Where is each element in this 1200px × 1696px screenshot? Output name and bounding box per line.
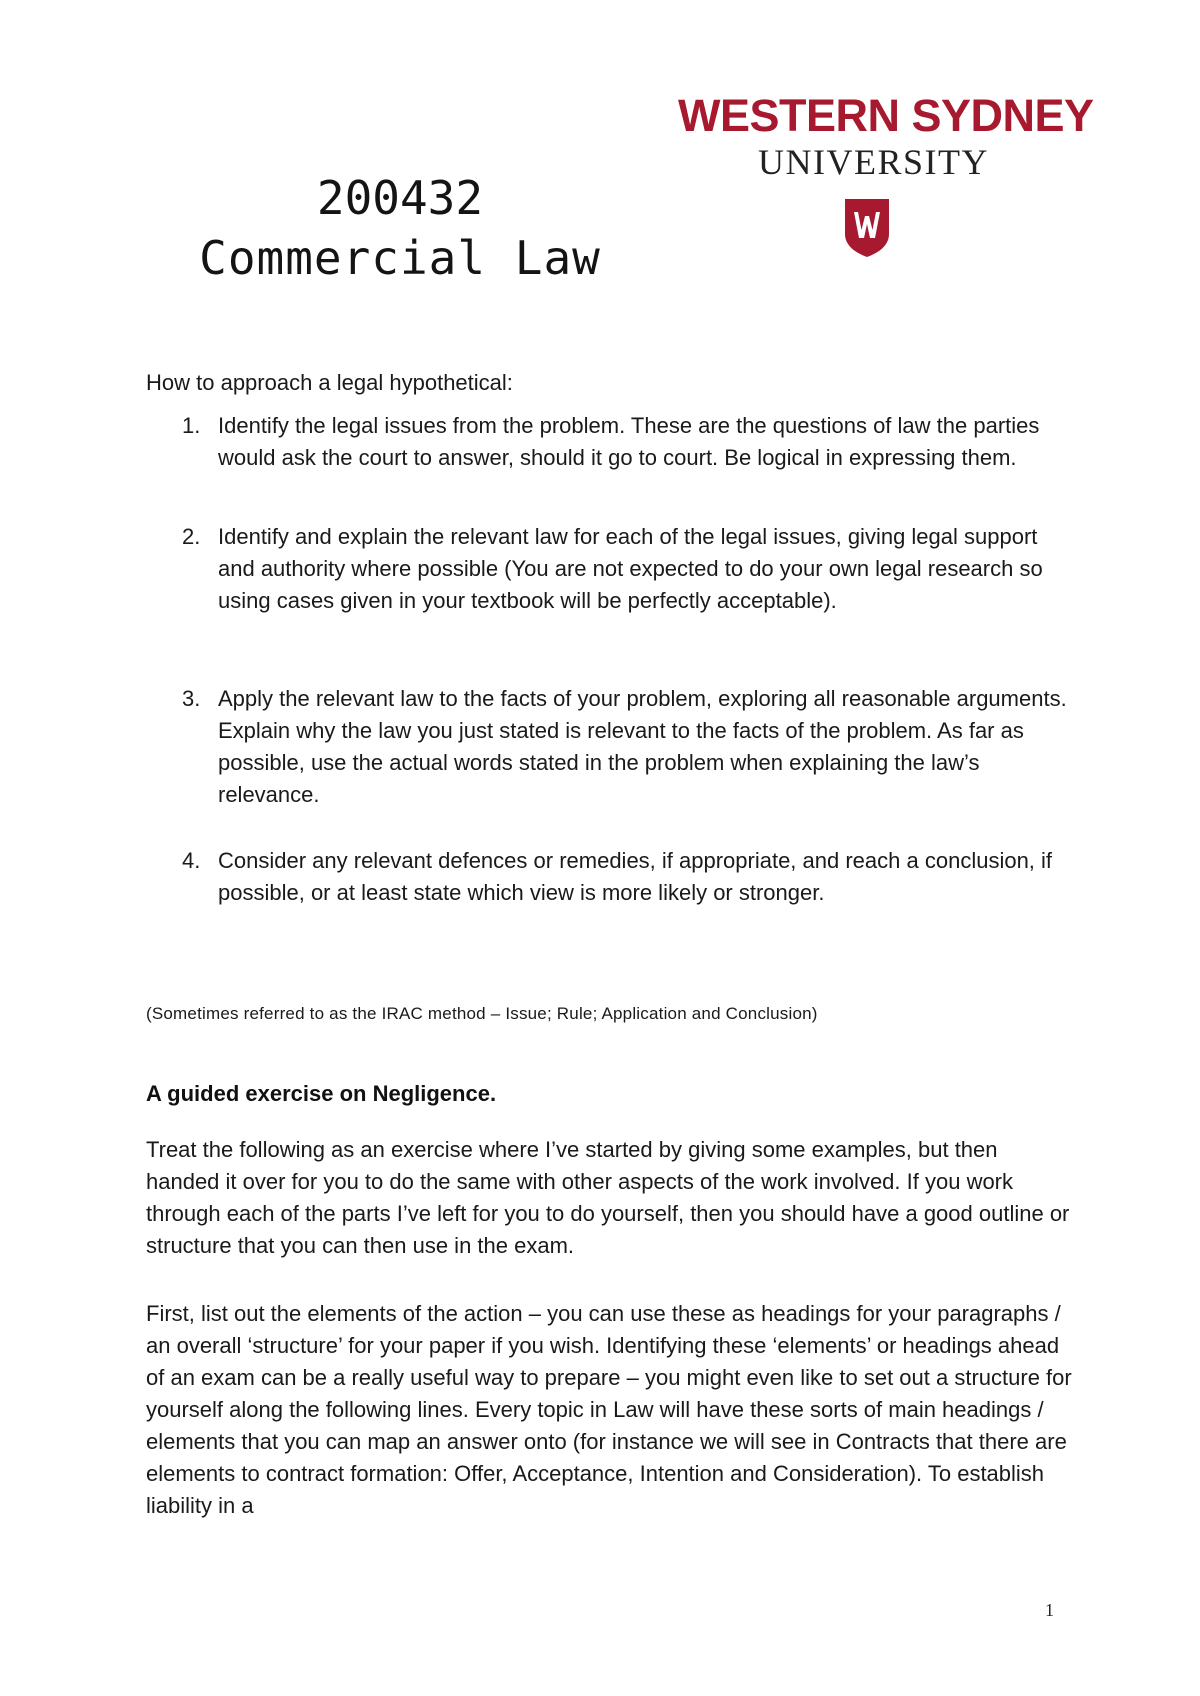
- irac-note: (Sometimes referred to as the IRAC method – Issue; Rule; Application and Conclusion): [146, 1004, 818, 1023]
- section-heading: A guided exercise on Negligence.: [146, 1081, 497, 1106]
- shield-icon: [844, 198, 890, 258]
- step-text: Identify the legal issues from the problem. These are the questions of law the parties would ask the court to answer, should it go to court. Be logical in expressing them.: [218, 413, 1040, 470]
- logo-wordmark-bottom: UNIVERSITY: [758, 142, 989, 182]
- paragraph-2: First, list out the elements of the action – you can use these as headings for your paragraphs / an overall ‘structure’ for your paper if you wish. Identifying these ‘elements’ or headings ahead of an exam can be a really useful way to prepare – you might even like to set out a structure for yourself along the following lines. Every topic in Law will have these sorts of main headings / elements that you can map an answer onto (for instance we will see in Contracts that there are elements to contract formation: Offer, Acceptance, Intention and Consideration). To establish liability in a: [146, 1301, 1072, 1518]
- intro-text: How to approach a legal hypothetical:: [146, 370, 513, 395]
- course-title: [180, 168, 620, 288]
- step-number: 1.: [182, 413, 201, 438]
- university-logo: [678, 90, 1094, 280]
- step-number: 4.: [182, 848, 201, 873]
- course-code: 200432: [316, 171, 484, 225]
- paragraph-1: Treat the following as an exercise where I’ve started by giving some examples, but then handed it over for you to do the same with other aspects of the work involved. If you work through each of the parts I’ve left for you to do yourself, then you should have a good outline or structure that you can then use in the exam.: [146, 1137, 1070, 1258]
- step-text: Apply the relevant law to the facts of your problem, exploring all reasonable arguments. Explain why the law you just stated is relevant to the facts of the problem. As far as possible, use the actual words stated in the problem when explaining the law’s relevance.: [218, 686, 1067, 807]
- step-number: 2.: [182, 524, 201, 549]
- step-text: Consider any relevant defences or remedies, if appropriate, and reach a conclusion, if possible, or at least state which view is more likely or stronger.: [218, 848, 1053, 905]
- step-text: Identify and explain the relevant law for each of the legal issues, giving legal support and authority where possible (You are not expected to do your own legal research so using cases given in your textbook will be perfectly acceptable).: [218, 524, 1043, 613]
- page-number: 1: [1045, 1600, 1054, 1620]
- course-name: Commercial Law: [199, 231, 601, 285]
- step-number: 3.: [182, 686, 201, 711]
- logo-wordmark-top: WESTERN SYDNEY: [678, 90, 1094, 141]
